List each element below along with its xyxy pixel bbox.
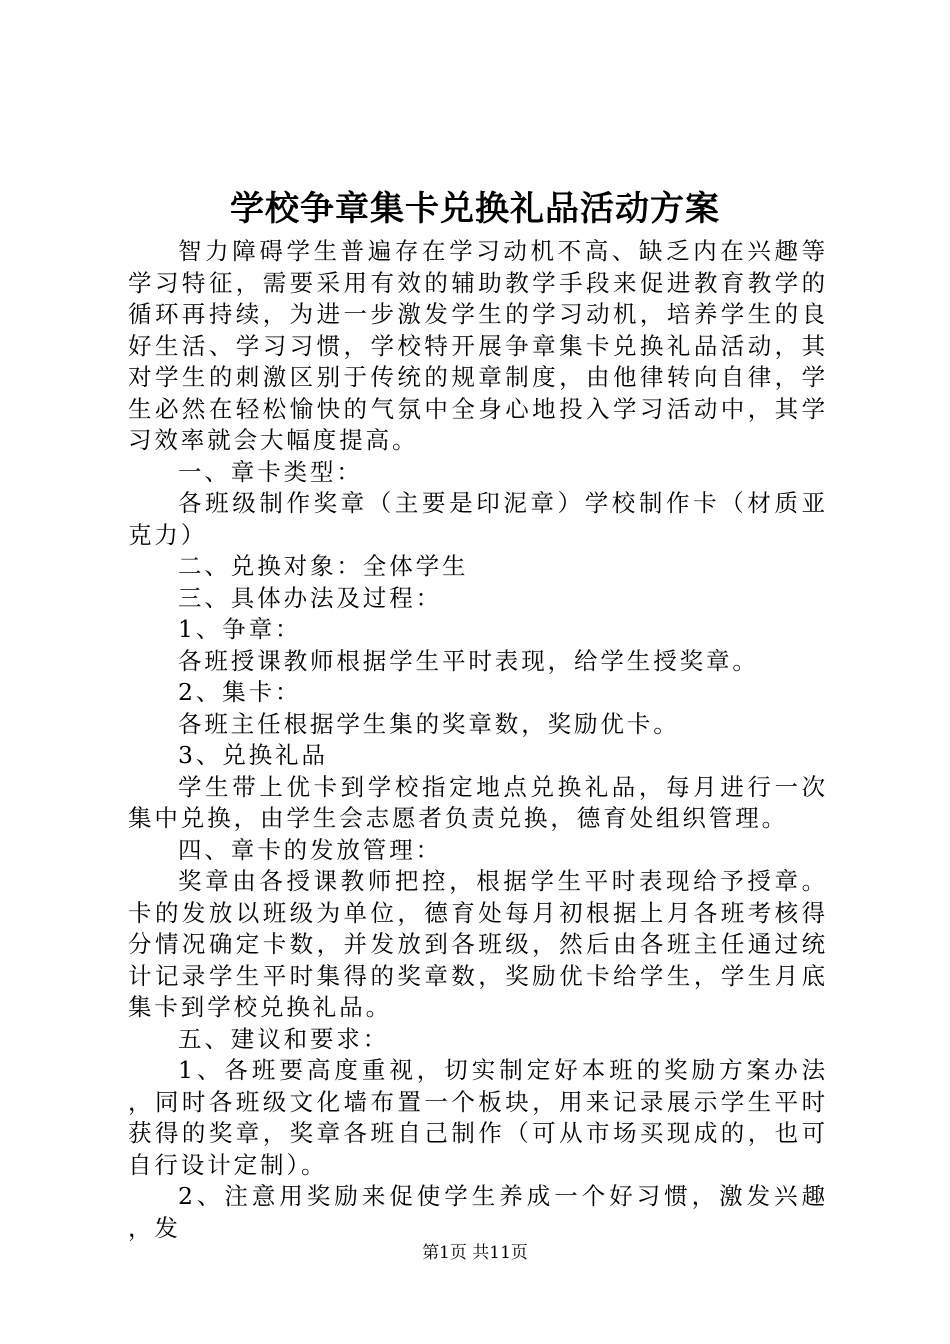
paragraph-exchange-gift: 学生带上优卡到学校指定地点兑换礼品，每月进行一次集中兑换，由学生会志愿者负责兑换，德育处组织管理。	[128, 772, 828, 832]
paragraph-collect-card: 各班主任根据学生集的奖章数，奖励优卡。	[178, 709, 680, 738]
heading-collect-card: 2、集卡：	[178, 678, 302, 706]
heading-methods: 三、具体办法及过程：	[178, 583, 442, 612]
heading-suggestions: 五、建议和要求：	[178, 1024, 390, 1053]
heading-exchange-gift: 3、兑换礼品	[178, 741, 328, 769]
heading-distribution: 四、章卡的发放管理：	[178, 835, 442, 864]
paragraph-card-types: 各班级制作奖章（主要是印泥章）学校制作卡（材质亚克力）	[128, 489, 828, 549]
paragraph-suggestion-1: 1、各班要高度重视，切实制定好本班的奖励方案办法，同时各班级文化墙布置一个板块，用来记录展示学生平时获得的奖章，奖章各班自己制作（可从市场买现成的，也可自行设计定制）。	[128, 1056, 828, 1179]
paragraph-suggestion-2: 2、注意用奖励来促使学生养成一个好习惯，激发兴趣，发	[128, 1182, 828, 1242]
heading-exchange-target: 二、兑换对象：全体学生	[178, 552, 469, 580]
heading-card-types: 一、章卡类型：	[178, 457, 363, 486]
paragraph-distribution: 奖章由各授课教师把控，根据学生平时表现给予授章。卡的发放以班级为单位，德育处每月初根据上月各班考核得分情况确定卡数，并发放到各班级，然后由各班主任通过统计记录学生平时集得的奖章数，奖励优卡给学生，学生月底集卡到学校兑换礼品。	[128, 867, 828, 1021]
paragraph-earn-badge: 各班授课教师根据学生平时表现，给学生授奖章。	[178, 646, 759, 675]
document-body	[128, 236, 828, 1244]
page-footer: 第1页 共11页	[422, 1243, 528, 1263]
paragraph-intro: 智力障碍学生普遍存在学习动机不高、缺乏内在兴趣等学习特征，需要采用有效的辅助教学手段来促进教育教学的循环再持续，为进一步激发学生的学习动机，培养学生的良好生活、学习习惯，学校特开展争章集卡兑换礼品活动，其对学生的刺激区别于传统的规章制度，由他律转向自律，学生必然在轻松愉快的气氛中全身心地投入学习活动中，其学习效率就会大幅度提高。	[128, 237, 828, 454]
heading-earn-badge: 1、争章：	[178, 615, 302, 643]
document-title: 学校争章集卡兑换礼品活动方案	[230, 189, 720, 229]
